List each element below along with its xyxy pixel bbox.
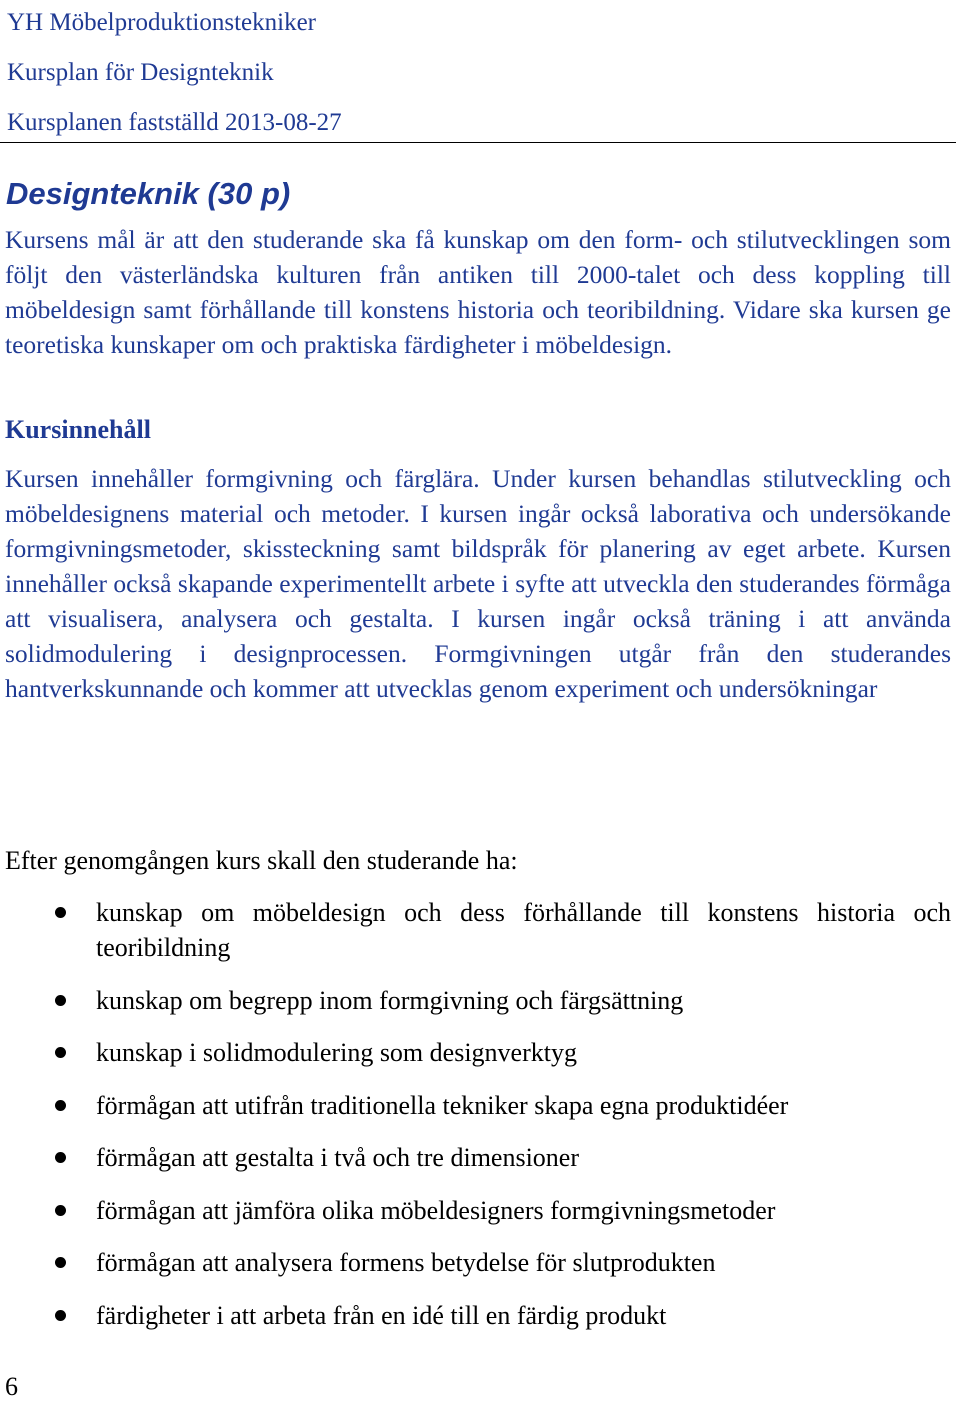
content-section-paragraph: Kursen innehåller formgivning och färglära. Under kursen behandlas stilutveckling och möbeldesignens material och metoder. I kursen ingår också laborativa och undersökande formgivningsmetoder, skissteckning samt bildspråk för planering av eget arbete. Kursen innehåller också skapande experimentellt arbete i syfte att utveckla den studerandes förmåga att visualisera, analysera och gestalta. I kursen ingår också träning i att använda solidmodulering i designprocessen. Formgivningen utgår från den studerandes hantverkskunnande och kommer att utvecklas genom experiment och undersökningar	[5, 464, 951, 703]
outcomes-lead: Efter genomgången kurs skall den studerande ha:	[5, 846, 518, 875]
bullet-icon	[55, 995, 66, 1006]
bullet-icon	[55, 907, 66, 918]
content-section-heading: Kursinnehåll	[5, 415, 151, 444]
list-item-text: kunskap om möbeldesign och dess förhållande till konstens historia och teoribildning	[96, 898, 951, 962]
list-item-text: förmågan att analysera formens betydelse för slutprodukten	[96, 1248, 716, 1277]
bullet-icon	[55, 1257, 66, 1268]
list-item-text: förmågan att gestalta i två och tre dimensioner	[96, 1143, 579, 1172]
header-divider	[0, 142, 956, 143]
list-item	[0, 1193, 951, 1228]
list-item-text: färdigheter i att arbeta från en idé till en färdig produkt	[96, 1300, 667, 1330]
list-item-text: förmågan att jämföra olika möbeldesigners formgivningsmetoder	[96, 1195, 776, 1225]
list-item	[0, 983, 951, 1018]
course-intro-paragraph: Kursens mål är att den studerande ska få kunskap om den form- och stilutvecklingen som följt den västerländska kulturen från antiken till 2000-talet och dess koppling till möbeldesign samt förhållande till konstens historia och teoribildning. Vidare ska kursen ge teoretiska kunskaper om och praktiska färdigheter i möbeldesign.	[5, 225, 951, 359]
bullet-icon	[55, 1310, 66, 1321]
program-name: YH Möbelproduktionstekniker	[7, 9, 316, 36]
list-item	[0, 1088, 951, 1123]
bullet-icon	[55, 1100, 66, 1111]
list-item	[0, 1298, 951, 1333]
list-item-text: förmågan att utifrån traditionella tekniker skapa egna produktidéer	[96, 1090, 789, 1120]
list-item	[0, 1245, 951, 1280]
list-item	[0, 1035, 951, 1070]
list-item	[0, 895, 951, 965]
list-item	[0, 1140, 951, 1175]
course-title: Designteknik (30 p)	[6, 176, 291, 211]
bullet-icon	[55, 1047, 66, 1058]
list-item-text: kunskap i solidmodulering som designverktyg	[96, 1038, 577, 1067]
outcomes-list	[0, 895, 960, 1350]
list-item-text: kunskap om begrepp inom formgivning och färgsättning	[96, 985, 684, 1015]
syllabus-title: Kursplan för Designteknik	[7, 59, 274, 86]
bullet-icon	[55, 1205, 66, 1216]
bullet-icon	[55, 1152, 66, 1163]
page-number: 6	[5, 1372, 18, 1401]
syllabus-date: Kursplanen fastställd 2013-08-27	[7, 109, 342, 136]
